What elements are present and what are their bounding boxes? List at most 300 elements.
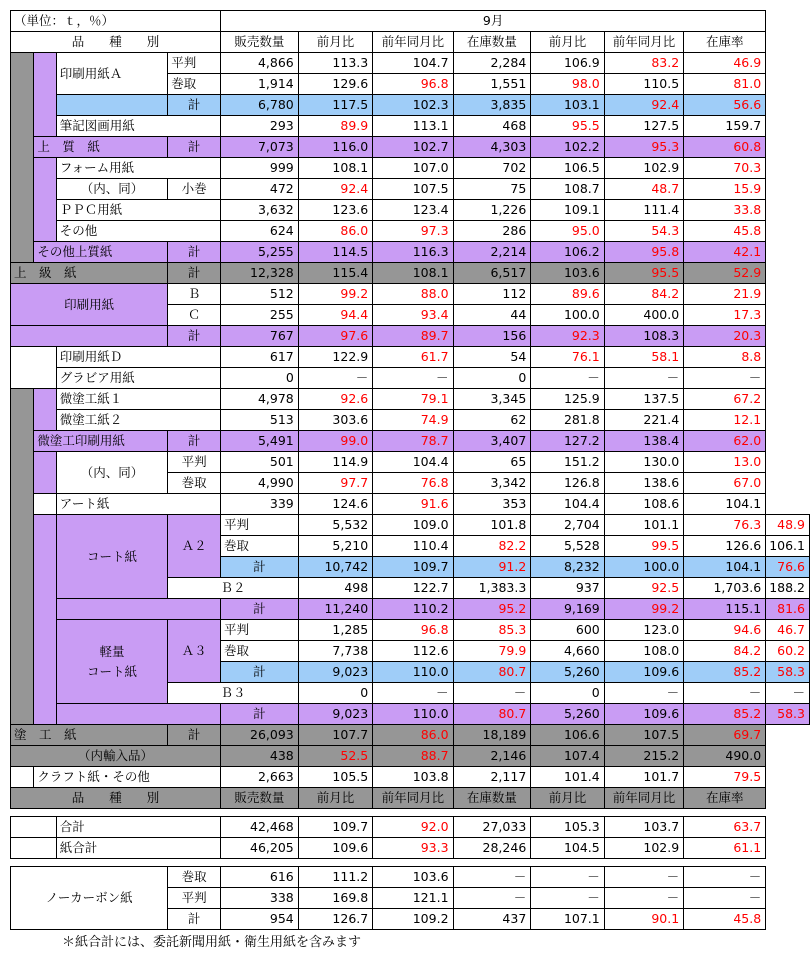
table-cell: 11,240 — [298, 599, 372, 620]
table-cell: － — [684, 368, 766, 389]
table-row — [11, 242, 810, 263]
table-cell: 99.5 — [604, 536, 683, 557]
col-header: 販売数量 — [221, 32, 299, 53]
table-cell: 81.6 — [766, 599, 810, 620]
table-cell: 111.4 — [604, 200, 683, 221]
table-cell: 4,660 — [531, 641, 604, 662]
table-cell: 104.4 — [373, 452, 453, 473]
table-cell: 106.5 — [531, 158, 604, 179]
table-cell: 76.6 — [766, 557, 810, 578]
table-cell: 110.5 — [604, 74, 683, 95]
table-cell: 103.6 — [531, 263, 604, 284]
table-cell: 67.2 — [684, 389, 766, 410]
table-cell: 70.3 — [684, 158, 766, 179]
spacer — [11, 809, 766, 817]
table-cell: 92.4 — [604, 95, 683, 116]
sub-label: 計 — [168, 242, 221, 263]
row-label-line2: コート紙 — [87, 663, 138, 679]
table-cell: 600 — [531, 620, 604, 641]
row-label: 印刷用紙Ｄ — [56, 347, 220, 368]
group-bar — [34, 515, 56, 725]
row-label: 紙合計 — [56, 838, 220, 859]
col-header: 前月比 — [298, 788, 372, 809]
table-cell: 1,551 — [453, 74, 531, 95]
sub-label: Ａ２ — [168, 515, 221, 578]
table-cell: 105.5 — [298, 767, 372, 788]
sub-label: 巻取 — [168, 74, 221, 95]
table-cell: 112.6 — [373, 641, 453, 662]
table-cell: 468 — [453, 116, 531, 137]
table-cell: 83.2 — [604, 53, 683, 74]
table-cell: 616 — [221, 867, 299, 888]
table-cell: 76.1 — [531, 347, 604, 368]
table-cell: 80.7 — [453, 704, 531, 725]
table-row — [11, 158, 810, 179]
table-cell: 74.9 — [373, 410, 453, 431]
sub-label: 計 — [168, 137, 221, 158]
table-cell: 42.1 — [684, 242, 766, 263]
table-cell: 0 — [453, 368, 531, 389]
table-cell: 95.0 — [531, 221, 604, 242]
table-row — [11, 221, 810, 242]
table-cell: 107.4 — [531, 746, 604, 767]
table-cell: 303.6 — [298, 410, 372, 431]
table-cell: 110.2 — [373, 599, 453, 620]
sub-label: 計 — [168, 326, 221, 347]
table-cell: 67.0 — [684, 473, 766, 494]
table-cell: 5,532 — [298, 515, 372, 536]
table-cell: 702 — [453, 158, 531, 179]
table-cell: 104.4 — [531, 494, 604, 515]
table-cell: 97.6 — [298, 326, 372, 347]
table-cell: 2,704 — [531, 515, 604, 536]
sub-label: 計 — [168, 725, 221, 746]
table-cell: 108.6 — [604, 494, 683, 515]
sub-label: 計 — [168, 95, 221, 116]
table-cell: 52.5 — [298, 746, 372, 767]
sub-label: 小巻 — [168, 179, 221, 200]
table-cell: 110.0 — [373, 662, 453, 683]
table-cell: 48.9 — [766, 515, 810, 536]
table-row — [11, 179, 810, 200]
table-cell: 92.6 — [298, 389, 372, 410]
table-cell: 937 — [531, 578, 604, 599]
table-cell: 138.4 — [604, 431, 683, 452]
table-cell: 1,703.6 — [684, 578, 766, 599]
table-cell: 2,284 — [453, 53, 531, 74]
row-label: 微塗工紙１ — [56, 389, 220, 410]
table-cell: 102.9 — [604, 838, 683, 859]
row-label — [56, 620, 168, 704]
table-cell: 5,260 — [531, 662, 604, 683]
table-cell: 54.3 — [604, 221, 683, 242]
table-row — [11, 746, 810, 767]
table-cell: 2,214 — [453, 242, 531, 263]
row-label: （内、同） — [56, 179, 168, 200]
table-cell: 79.9 — [453, 641, 531, 662]
table-row — [11, 389, 810, 410]
row-label: 塗 工 紙 — [11, 725, 168, 746]
table-cell: 5,491 — [221, 431, 299, 452]
table-cell: 52.9 — [684, 263, 766, 284]
table-cell: 7,738 — [298, 641, 372, 662]
table-row — [11, 284, 810, 305]
table-cell: 624 — [221, 221, 299, 242]
table-cell: 58.3 — [766, 662, 810, 683]
table-cell: 76.8 — [373, 473, 453, 494]
indent — [11, 347, 57, 368]
table-cell: － — [684, 888, 766, 909]
sub-label: 計 — [168, 263, 221, 284]
table-cell: 107.0 — [373, 158, 453, 179]
table-cell: 80.7 — [453, 662, 531, 683]
table-row — [11, 620, 810, 641]
table-cell: 92.4 — [298, 179, 372, 200]
row-label: グラビア用紙 — [56, 368, 220, 389]
table-cell: 92.3 — [531, 326, 604, 347]
table-cell: 104.7 — [373, 53, 453, 74]
data-table — [10, 10, 810, 930]
table-cell: 106.1 — [766, 536, 810, 557]
row-label: クラフト紙・その他 — [34, 767, 221, 788]
table-cell: 110.0 — [373, 704, 453, 725]
table-cell: 103.7 — [604, 817, 683, 838]
paper-statistics-table — [10, 10, 810, 930]
col-header: 前年同月比 — [373, 788, 453, 809]
sub-label: 平判 — [168, 888, 221, 909]
table-cell: 108.3 — [604, 326, 683, 347]
col-header: 在庫数量 — [453, 788, 531, 809]
table-cell: 999 — [221, 158, 299, 179]
sub-label: Ｃ — [168, 305, 221, 326]
table-cell: 115.1 — [684, 599, 766, 620]
table-cell: 33.8 — [684, 200, 766, 221]
table-row — [11, 767, 810, 788]
table-cell: 103.8 — [373, 767, 453, 788]
table-cell: 954 — [221, 909, 299, 930]
table-cell: 28,246 — [453, 838, 531, 859]
spacer — [11, 859, 766, 867]
table-cell: 0 — [221, 368, 299, 389]
table-cell: 76.3 — [684, 515, 766, 536]
table-cell: 101.4 — [531, 767, 604, 788]
table-cell: 99.2 — [298, 284, 372, 305]
table-cell: 109.6 — [298, 838, 372, 859]
sub-label: 巻取 — [168, 473, 221, 494]
table-cell: 96.8 — [373, 620, 453, 641]
table-cell: 99.2 — [604, 599, 683, 620]
row-label: その他 — [56, 221, 220, 242]
table-cell: 69.7 — [684, 725, 766, 746]
table-cell: 108.1 — [373, 263, 453, 284]
sub-label: 計 — [221, 662, 299, 683]
table-cell: 110.4 — [373, 536, 453, 557]
month-label: 9月 — [221, 11, 766, 32]
table-cell: 117.5 — [298, 95, 372, 116]
table-cell: 42,468 — [221, 817, 299, 838]
table-cell: 121.1 — [373, 888, 453, 909]
table-cell: － — [453, 888, 531, 909]
table-cell: 12,328 — [221, 263, 299, 284]
table-cell: 7,073 — [221, 137, 299, 158]
row-label: 上 級 紙 — [11, 263, 168, 284]
table-cell: 5,210 — [298, 536, 372, 557]
table-cell: 10,742 — [298, 557, 372, 578]
table-cell: 111.2 — [298, 867, 372, 888]
row-label: 印刷用紙 — [11, 284, 168, 326]
col-header: 在庫率 — [684, 32, 766, 53]
table-cell: 88.7 — [373, 746, 453, 767]
table-cell: 114.9 — [298, 452, 372, 473]
table-cell: 85.2 — [684, 662, 766, 683]
row-label: 微塗工紙２ — [56, 410, 220, 431]
table-cell: 86.0 — [373, 725, 453, 746]
table-cell: 339 — [221, 494, 299, 515]
table-cell: 1,285 — [298, 620, 372, 641]
table-cell: 0 — [531, 683, 604, 704]
table-cell: 767 — [221, 326, 299, 347]
table-cell: 156 — [453, 326, 531, 347]
table-cell: 84.2 — [684, 641, 766, 662]
table-cell: 338 — [221, 888, 299, 909]
row-label-line1: 軽量 — [99, 643, 125, 659]
table-cell: 293 — [221, 116, 299, 137]
table-cell: 89.9 — [298, 116, 372, 137]
table-cell: 126.6 — [684, 536, 766, 557]
table-cell: 18,189 — [453, 725, 531, 746]
table-cell: 501 — [221, 452, 299, 473]
table-cell: 6,517 — [453, 263, 531, 284]
table-cell: 58.3 — [766, 704, 810, 725]
row-label: 合計 — [56, 817, 220, 838]
table-cell: 617 — [221, 347, 299, 368]
row-label: （内、同） — [56, 452, 168, 494]
table-cell: 108.1 — [298, 158, 372, 179]
table-cell: 286 — [453, 221, 531, 242]
table-cell: 91.6 — [373, 494, 453, 515]
table-row — [11, 326, 810, 347]
table-cell: 92.5 — [604, 578, 683, 599]
table-row — [11, 368, 810, 389]
sub-label: Ｂ３ — [168, 683, 299, 704]
sub-label: Ｂ２ — [168, 578, 299, 599]
row-label: ノーカーボン紙 — [11, 867, 168, 930]
table-cell: 61.1 — [684, 838, 766, 859]
col-header: 前年同月比 — [604, 788, 683, 809]
indent — [34, 494, 56, 515]
table-cell: 94.6 — [684, 620, 766, 641]
table-cell: 102.7 — [373, 137, 453, 158]
row-label: 微塗工印刷用紙 — [34, 431, 168, 452]
sub-label: 計 — [168, 909, 221, 930]
kind-header: 品 種 別 — [11, 32, 221, 53]
table-cell: 100.0 — [531, 305, 604, 326]
table-cell: 102.3 — [373, 95, 453, 116]
table-cell: 490.0 — [684, 746, 766, 767]
table-cell: 101.8 — [453, 515, 531, 536]
sub-label: 平判 — [168, 452, 221, 473]
table-cell: 9,023 — [298, 662, 372, 683]
row-label: 上 質 紙 — [34, 137, 168, 158]
table-cell: 85.3 — [453, 620, 531, 641]
sub-label: 計 — [221, 557, 299, 578]
table-cell: 255 — [221, 305, 299, 326]
table-row — [11, 95, 810, 116]
row-label — [11, 326, 168, 347]
table-cell: － — [604, 888, 683, 909]
table-row — [11, 347, 810, 368]
table-cell: 215.2 — [604, 746, 683, 767]
table-row — [11, 515, 810, 536]
sub-label: 巻取 — [221, 536, 299, 557]
sub-label: 平判 — [221, 620, 299, 641]
table-row — [11, 725, 810, 746]
row-label: 筆記図画用紙 — [56, 116, 220, 137]
table-cell: 109.7 — [373, 557, 453, 578]
indent — [11, 817, 57, 838]
table-row — [11, 410, 810, 431]
table-cell: 99.0 — [298, 431, 372, 452]
table-cell: 101.1 — [604, 515, 683, 536]
table-cell: 102.9 — [604, 158, 683, 179]
table-cell: － — [373, 368, 453, 389]
table-cell: 3,835 — [453, 95, 531, 116]
table-cell: 106.2 — [531, 242, 604, 263]
table-cell: 2,663 — [221, 767, 299, 788]
row-label: アート紙 — [56, 494, 220, 515]
table-cell: 221.4 — [604, 410, 683, 431]
sub-label: Ｂ — [168, 284, 221, 305]
group-bar — [34, 452, 56, 494]
table-cell: 108.7 — [531, 179, 604, 200]
table-cell: 104.5 — [531, 838, 604, 859]
table-cell: － — [453, 683, 531, 704]
row-label: その他上質紙 — [34, 242, 168, 263]
unit-row — [11, 11, 810, 32]
group-bar — [34, 158, 56, 242]
table-cell: 46,205 — [221, 838, 299, 859]
table-row — [11, 704, 810, 725]
spacer-row — [11, 809, 810, 817]
table-cell: － — [453, 867, 531, 888]
table-cell: － — [684, 683, 766, 704]
table-cell: 46.9 — [684, 53, 766, 74]
table-cell: 79.1 — [373, 389, 453, 410]
total-row — [11, 817, 810, 838]
sub-label: Ａ３ — [168, 620, 221, 683]
table-cell: 103.1 — [531, 95, 604, 116]
table-cell: 159.7 — [684, 116, 766, 137]
table-cell: 20.3 — [684, 326, 766, 347]
col-header: 在庫数量 — [453, 32, 531, 53]
table-cell: 2,146 — [453, 746, 531, 767]
table-cell: 472 — [221, 179, 299, 200]
table-cell: 9,023 — [298, 704, 372, 725]
table-cell: 93.4 — [373, 305, 453, 326]
table-cell: 3,342 — [453, 473, 531, 494]
table-cell: 97.3 — [373, 221, 453, 242]
table-cell: － — [531, 867, 604, 888]
table-cell: 498 — [298, 578, 372, 599]
table-cell: 102.2 — [531, 137, 604, 158]
table-cell: 27,033 — [453, 817, 531, 838]
table-cell: 127.5 — [604, 116, 683, 137]
table-cell: 129.6 — [298, 74, 372, 95]
table-cell: 113.1 — [373, 116, 453, 137]
table-cell: 188.2 — [766, 578, 810, 599]
row-label: 印刷用紙Ａ — [56, 53, 168, 95]
table-cell: 107.5 — [373, 179, 453, 200]
table-row — [11, 494, 810, 515]
table-cell: 1,914 — [221, 74, 299, 95]
table-cell: 4,866 — [221, 53, 299, 74]
table-cell: － — [298, 368, 372, 389]
table-cell: 21.9 — [684, 284, 766, 305]
table-cell: 126.8 — [531, 473, 604, 494]
col-header: 前年同月比 — [604, 32, 683, 53]
row-label — [56, 95, 168, 116]
row-label — [56, 704, 220, 725]
table-cell: － — [684, 867, 766, 888]
table-cell: 104.1 — [684, 557, 766, 578]
table-cell: 1,226 — [453, 200, 531, 221]
table-cell: 3,345 — [453, 389, 531, 410]
table-cell: 107.5 — [604, 725, 683, 746]
table-cell: 114.5 — [298, 242, 372, 263]
table-cell: 26,093 — [221, 725, 299, 746]
table-cell: 3,632 — [221, 200, 299, 221]
sub-label: 計 — [168, 431, 221, 452]
ncr-row — [11, 867, 810, 888]
table-cell: 513 — [221, 410, 299, 431]
table-cell: 95.2 — [453, 599, 531, 620]
table-cell: － — [766, 683, 810, 704]
table-cell: 107.7 — [298, 725, 372, 746]
table-cell: 86.0 — [298, 221, 372, 242]
table-cell: 116.0 — [298, 137, 372, 158]
table-cell: 109.2 — [373, 909, 453, 930]
table-cell: 109.6 — [604, 662, 683, 683]
group-bar — [11, 53, 34, 263]
table-cell: 81.0 — [684, 74, 766, 95]
table-cell: 95.3 — [604, 137, 683, 158]
table-cell: 151.2 — [531, 452, 604, 473]
table-cell: 103.6 — [373, 867, 453, 888]
table-cell: 123.0 — [604, 620, 683, 641]
table-cell: 101.7 — [604, 767, 683, 788]
row-label: フォーム用紙 — [56, 158, 220, 179]
table-row — [11, 452, 810, 473]
table-cell: 63.7 — [684, 817, 766, 838]
table-cell: 108.0 — [604, 641, 683, 662]
table-cell: 82.2 — [453, 536, 531, 557]
table-cell: － — [604, 867, 683, 888]
table-cell: － — [531, 888, 604, 909]
table-cell: 106.6 — [531, 725, 604, 746]
table-row — [11, 200, 810, 221]
table-cell: 127.2 — [531, 431, 604, 452]
table-cell: 112 — [453, 284, 531, 305]
table-cell: 4,990 — [221, 473, 299, 494]
table-cell: 2,117 — [453, 767, 531, 788]
table-cell: － — [604, 368, 683, 389]
table-cell: 126.7 — [298, 909, 372, 930]
table-cell: 109.0 — [373, 515, 453, 536]
table-cell: 9,169 — [531, 599, 604, 620]
table-cell: 1,383.3 — [453, 578, 531, 599]
header-row — [11, 32, 810, 53]
table-cell: 115.4 — [298, 263, 372, 284]
